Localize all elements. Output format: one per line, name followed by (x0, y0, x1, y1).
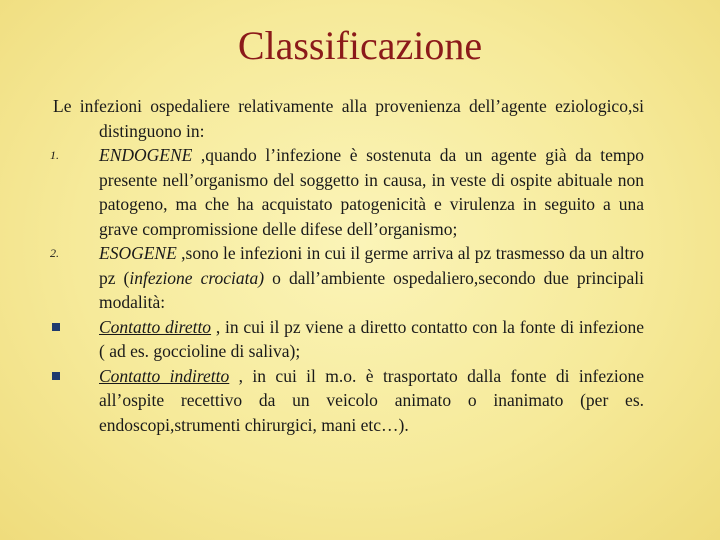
list-item-contatto-diretto (46, 315, 644, 364)
item-text: o dall’ambiente ospedaliero,secondo due principali modalità: (99, 267, 644, 312)
intro-text: Le infezioni ospedaliere relativamente alla provenienza dell’agente eziologico,si distinguono in: (53, 96, 644, 141)
item-text: ,quando l’infezione è sostenuta da un agente già da tempo presente nell’organismo del soggetto in causa, in veste di ospite abituale non patogeno, ma che ha acquistato patogenicità e virulenza in seguito a una grave compromissione delle difese dell’organismo; (99, 145, 644, 239)
square-bullet-icon (52, 323, 60, 331)
square-bullet-icon (52, 372, 60, 380)
keyword-contatto-indiretto: Contatto indiretto (99, 365, 230, 386)
keyword-endogene: ENDOGENE (99, 145, 193, 165)
list-marker: 2. (50, 246, 59, 260)
slide-title: Classificazione (237, 23, 483, 68)
list-item-contatto-indiretto (46, 364, 644, 438)
keyword-contatto-diretto: Contatto diretto (99, 316, 212, 337)
item-text: ,sono le infezioni in cui il germe arriva al pz trasmesso da un altro pz ( (99, 243, 644, 288)
keyword-esogene: ESOGENE (99, 243, 177, 263)
italic-note: infezione crociata) (129, 267, 265, 288)
item-text: , in cui il m.o. è trasportato dalla fonte di infezione all’ospite recettivo da un veicolo animato o inanimato (per es. endoscopi,strumenti chirurgici, mani etc…). (99, 365, 644, 435)
item-text: , in cui il pz viene a diretto contatto con la fonte di infezione ( ad es. goccioline di saliva); (99, 316, 644, 361)
list-marker: 1. (50, 148, 59, 162)
list-item-esogene (46, 241, 644, 315)
list-item-endogene (46, 143, 644, 241)
slide-content (46, 94, 644, 437)
